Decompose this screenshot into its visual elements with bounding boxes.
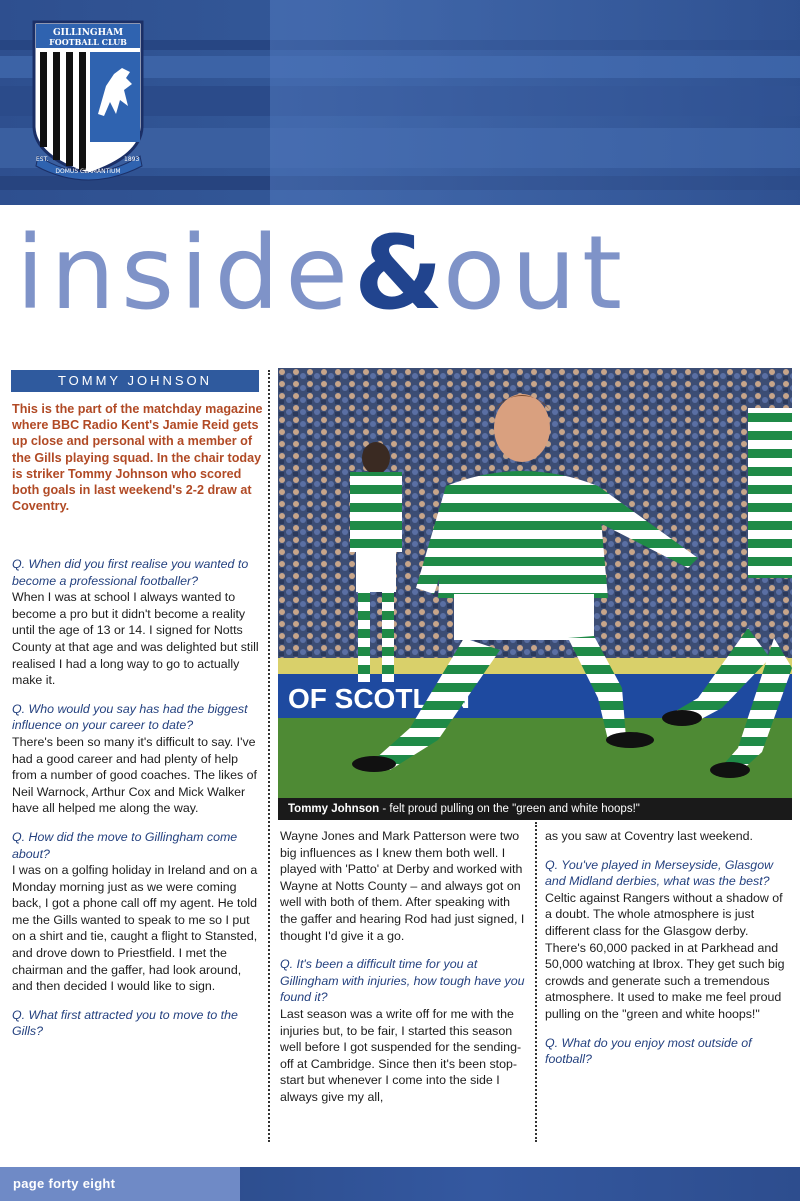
intro-paragraph: This is the part of the matchday magazine where BBC Radio Kent's Jamie Reid gets up close and personal with a member of the Gills playing squad. In the chair today is striker Tommy Johnson who scored both goals in last weekend's 2-2 draw at Coventry. bbox=[12, 402, 263, 514]
page-number-label: page forty eight bbox=[13, 1176, 116, 1191]
answer: Celtic against Rangers without a shadow of a doubt. The whole atmosphere is just different class for the Glasgow derby. There's 60,000 packed in at Parkhead and 50,000 watching at Ibrox. They get such big crowds and generate such a tremendous atmosphere. It used to make me feel proud pulling on the "green and white hoops!" bbox=[545, 890, 785, 1021]
answer: There's been so many it's difficult to say. I've had a good career and had plenty of help from a number of good coaches. The likes of Neil Warnock, Arthur Cox and Mick Walker have all helped me along the way. bbox=[12, 734, 257, 816]
svg-text:EST.: EST. bbox=[36, 156, 49, 163]
svg-text:1893: 1893 bbox=[124, 156, 140, 163]
answer: as you saw at Coventry last weekend. bbox=[545, 829, 753, 843]
title-ampersand: & bbox=[353, 214, 443, 333]
question: Q. You've played in Merseyside, Glasgow and Midland derbies, what was the best? bbox=[545, 857, 774, 889]
title-inside: inside bbox=[16, 214, 354, 333]
svg-text:DOMUS CLAMANTIUM: DOMUS CLAMANTIUM bbox=[55, 168, 121, 175]
header-block bbox=[270, 0, 800, 205]
svg-text:GILLINGHAM: GILLINGHAM bbox=[52, 28, 124, 38]
page-title bbox=[16, 214, 628, 333]
player-photo bbox=[278, 368, 792, 798]
column-divider bbox=[268, 370, 270, 1142]
question: Q. How did the move to Gillingham come about? bbox=[12, 829, 238, 861]
interview-column-2 bbox=[280, 828, 528, 1106]
interview-column-1 bbox=[12, 556, 264, 1040]
title-out: out bbox=[442, 214, 628, 333]
photo-caption bbox=[278, 798, 792, 820]
question: Q. When did you first realise you wanted to become a professional footballer? bbox=[12, 557, 249, 588]
answer: Wayne Jones and Mark Patterson were two big influences as I knew them both well. I played with 'Patto' at Derby and worked with Wayne at Notts County – and always got on well with both of them. After speaking with the gaffer and hearing Rod had just signed, I thought I'd give it a go. bbox=[280, 829, 525, 943]
answer: Last season was a write off for me with the injuries but, to be fair, I started this season well before I got suspended for the sending-off at Cambridge. Since then it's been stop-start but whenever I come into the side I always give my all, bbox=[280, 1006, 522, 1104]
interview-column-3 bbox=[545, 828, 790, 1068]
photo-illustration bbox=[278, 368, 792, 798]
question: Q. What first attracted you to move to the Gills? bbox=[12, 1007, 238, 1039]
caption-text: - felt proud pulling on the "green and white hoops!" bbox=[379, 803, 640, 815]
question: Q. What do you enjoy most outside of football? bbox=[545, 1035, 752, 1067]
question: Q. It's been a difficult time for you at Gillingham with injuries, how tough have you found it? bbox=[280, 957, 525, 1005]
advertising-board-text: OF SCOTLAN bbox=[288, 683, 470, 714]
column-divider bbox=[535, 822, 537, 1142]
question: Q. Who would you say has had the biggest influence on your career to date? bbox=[12, 701, 248, 733]
club-crest-logo bbox=[24, 16, 154, 186]
answer: When I was at school I always wanted to become a pro but it didn't become a reality until the age of 13 or 14. I signed for Notts County at that age and was delighted but still realised I had a long way to go to actually make it. bbox=[12, 590, 259, 688]
caption-name: Tommy Johnson bbox=[288, 803, 380, 815]
footer-band bbox=[0, 1167, 800, 1201]
svg-text:FOOTBALL CLUB: FOOTBALL CLUB bbox=[49, 37, 127, 47]
answer: I was on a golfing holiday in Ireland and on a Monday morning just as we were coming back, I got a phone call off my agent. He told me the Gills wanted to speak to me so I put on a shirt and tie, caught a flight to Stansted, and drove down to Priestfield. I met the chairman and the gaffer, had look around, and then decided I would like to sign. bbox=[12, 863, 258, 994]
player-name-bar: TOMMY JOHNSON bbox=[11, 370, 259, 392]
